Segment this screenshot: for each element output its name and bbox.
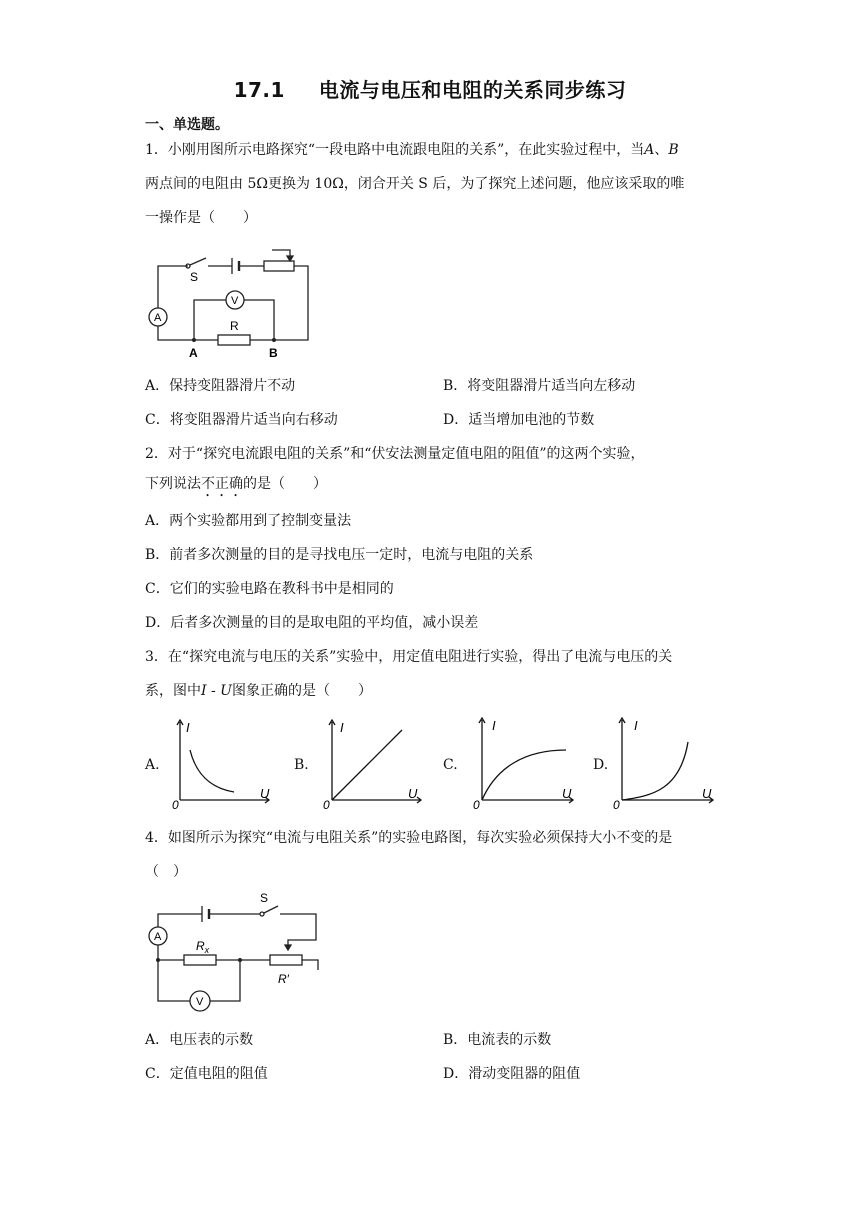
q3-c-yaxis: I	[492, 718, 496, 733]
q1-point-b: B	[668, 142, 679, 158]
q4-rprime-label: R′	[278, 972, 289, 986]
q4-circuit-diagram	[140, 884, 330, 1014]
q4-line-1: 4．如图所示为探究“电流与电阻关系”的实验电路图，每次实验必须保持大小不变的是	[145, 830, 673, 846]
q3-dash: -	[206, 683, 221, 699]
q3-var-i: I	[201, 683, 207, 699]
q1-option-b[interactable]: B．将变阻器滑片适当向左移动	[443, 378, 636, 394]
q1-sep: 、	[654, 142, 669, 158]
q1-text-1: 1．小刚用图所示电路探究“一段电路中电流跟电阻的关系”，在此实验过程中，当	[145, 142, 645, 158]
q1-line-1	[145, 140, 679, 160]
q3-c-origin: 0	[473, 798, 480, 812]
q1-resistor-label: R	[230, 319, 239, 333]
q3-c-xaxis: U	[562, 786, 572, 801]
q3-a-xaxis: U	[260, 786, 270, 801]
q4-option-c[interactable]: C．定值电阻的阻值	[145, 1066, 268, 1082]
title-number: 17.1	[233, 78, 285, 102]
q3-a-yaxis: I	[186, 720, 190, 735]
q1-point-a-label: A	[189, 346, 198, 360]
q1-line-2: 两点间的电阻由 5Ω更换为 10Ω，闭合开关 S 后，为了探究上述问题，他应该采取的唯	[145, 176, 685, 192]
q1-ammeter-label: A	[154, 312, 162, 324]
q4-option-b[interactable]: B．电流表的示数	[443, 1032, 552, 1048]
q3-option-a-label[interactable]: A.	[145, 757, 160, 773]
q3-option-c-label[interactable]: C.	[443, 757, 458, 773]
q1-switch-label: S	[190, 270, 199, 284]
q2-option-d[interactable]: D．后者多次测量的目的是取电阻的平均值，减小误差	[145, 615, 479, 631]
title-text: 电流与电压和电阻的关系同步练习	[318, 78, 627, 102]
q3-line-1: 3．在“探究电流与电压的关系”实验中，用定值电阻进行实验，得出了电流与电压的关	[145, 649, 673, 665]
q3-line-2	[145, 681, 372, 701]
q4-ammeter-label: A	[154, 931, 162, 943]
q1-circuit-diagram	[140, 238, 320, 362]
q3-text-pre: 系，图中	[145, 683, 201, 699]
q3-option-d-label[interactable]: D.	[593, 757, 609, 773]
q3-a-origin: 0	[172, 798, 179, 812]
q2-option-c[interactable]: C．它们的实验电路在教科书中是相同的	[145, 581, 394, 597]
q2-option-a[interactable]: A．两个实验都用到了控制变量法	[145, 513, 352, 529]
q3-d-xaxis: U	[702, 786, 712, 801]
q1-option-d[interactable]: D．适当增加电池的节数	[443, 412, 595, 428]
q2-line-2	[145, 474, 327, 500]
q4-voltmeter-label: V	[196, 996, 204, 1008]
q3-var-u: U	[220, 683, 232, 699]
q3-graph-d[interactable]	[612, 712, 722, 812]
q2-text-pre: 下列说法	[145, 476, 201, 492]
q3-graph-a[interactable]	[168, 712, 278, 812]
q3-option-b-label[interactable]: B.	[294, 757, 309, 773]
q3-graph-b[interactable]	[318, 712, 428, 812]
q3-text-post: 图象正确的是（ ）	[231, 683, 372, 699]
q3-d-origin: 0	[613, 798, 620, 812]
page-title	[0, 74, 860, 103]
q4-option-d[interactable]: D．滑动变阻器的阻值	[443, 1066, 581, 1082]
q3-b-yaxis: I	[340, 720, 344, 735]
section-heading: 一、单选题。	[145, 117, 229, 133]
q2-emphasis: 不正确	[201, 476, 243, 492]
q1-voltmeter-label: V	[231, 295, 239, 307]
q1-option-a[interactable]: A．保持变阻器滑片不动	[145, 378, 296, 394]
q1-option-c[interactable]: C．将变阻器滑片适当向右移动	[145, 412, 338, 428]
q1-line-3: 一操作是（ ）	[145, 210, 257, 226]
q4-rx-label: $R_x$	[196, 939, 210, 955]
q1-point-b-label: B	[269, 346, 278, 360]
q3-b-xaxis: U	[408, 786, 418, 801]
q1-point-a: A	[644, 142, 655, 158]
q4-switch-label: S	[260, 891, 269, 905]
q3-b-origin: 0	[323, 798, 330, 812]
q2-text-post: 的是（ ）	[243, 476, 327, 492]
q2-line-1: 2．对于“探究电流跟电阻的关系”和“伏安法测量定值电阻的阻值”的这两个实验，	[145, 446, 645, 462]
q3-d-yaxis: I	[634, 718, 638, 733]
q2-option-b[interactable]: B．前者多次测量的目的是寻找电压一定时，电流与电阻的关系	[145, 547, 534, 563]
q4-option-a[interactable]: A．电压表的示数	[145, 1032, 254, 1048]
q4-line-2: （ ）	[145, 864, 187, 880]
q3-graph-c[interactable]	[466, 712, 582, 812]
